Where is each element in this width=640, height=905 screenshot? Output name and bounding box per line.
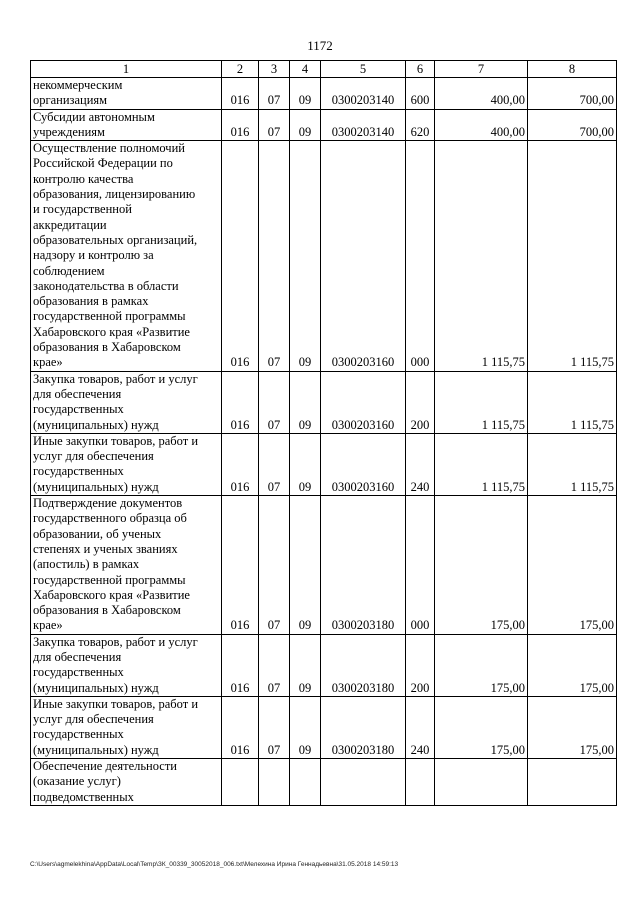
row-name-line: Субсидии автономным	[33, 109, 155, 124]
column-header: 6	[406, 61, 435, 78]
row-name-cell	[31, 109, 222, 141]
subsection-code-cell: 09	[290, 433, 321, 495]
expense-type-cell: 620	[406, 109, 435, 141]
expense-type-cell	[406, 759, 435, 806]
amount-cell: 1 115,75	[528, 371, 617, 433]
subsection-code-cell: 09	[290, 496, 321, 635]
row-name-line: Иные закупки товаров, работ и	[33, 696, 199, 711]
file-path-footer: C:\Users\agmelekhina\AppData\Local\Temp\ЗК_00339_30052018_006.txt\Мелехина Ирина Геннадьевна\31.05.2018 14:59:13	[30, 861, 399, 868]
amount-cell: 1 115,75	[435, 371, 528, 433]
row-name-line: образования в Хабаровском	[33, 340, 181, 355]
row-name-line: степенях и ученых званиях	[33, 541, 178, 556]
row-name-line: надзору и контролю за	[33, 248, 154, 263]
row-name-line: государственных	[33, 402, 124, 417]
ministry-code-cell	[222, 759, 259, 806]
row-name-line: Подтверждение документов	[33, 496, 183, 511]
row-name-cell	[31, 696, 222, 758]
expense-type-cell: 240	[406, 696, 435, 758]
row-name-line: (муниципальных) нужд	[33, 742, 159, 757]
section-code-cell: 07	[259, 78, 290, 110]
row-name-line: крае»	[33, 355, 63, 370]
row-name-line: Иные закупки товаров, работ и	[33, 433, 199, 448]
column-header: 1	[31, 61, 222, 78]
table-body	[31, 78, 617, 806]
row-name-line: образования, лицензированию	[33, 187, 196, 202]
ministry-code-cell: 016	[222, 433, 259, 495]
amount-cell: 400,00	[435, 109, 528, 141]
section-code-cell	[259, 759, 290, 806]
column-header: 4	[290, 61, 321, 78]
section-code-cell: 07	[259, 371, 290, 433]
row-name-line: (муниципальных) нужд	[33, 417, 159, 432]
column-header: 2	[222, 61, 259, 78]
section-code-cell: 07	[259, 141, 290, 371]
section-code-cell: 07	[259, 634, 290, 696]
row-name-line: (муниципальных) нужд	[33, 680, 159, 695]
row-name-cell	[31, 433, 222, 495]
row-name-line: организациям	[33, 93, 108, 108]
row-name-line: для обеспечения	[33, 649, 122, 664]
subsection-code-cell: 09	[290, 696, 321, 758]
subsection-code-cell: 09	[290, 141, 321, 371]
row-name-cell	[31, 759, 222, 806]
row-name-line: аккредитации	[33, 217, 107, 232]
section-code-cell: 07	[259, 696, 290, 758]
amount-cell	[528, 759, 617, 806]
row-name-line: Осуществление полномочий	[33, 141, 185, 156]
target-article-cell: 0300203140	[321, 109, 406, 141]
table-row	[31, 141, 617, 371]
target-article-cell: 0300203160	[321, 141, 406, 371]
ministry-code-cell: 016	[222, 634, 259, 696]
table-row	[31, 496, 617, 635]
row-name-line: образовании, об ученых	[33, 526, 162, 541]
row-name-line: Обеспечение деятельности	[33, 759, 178, 774]
row-name-line: крае»	[33, 618, 63, 633]
section-code-cell: 07	[259, 433, 290, 495]
row-name-line: образования в рамках	[33, 294, 149, 309]
table-row	[31, 433, 617, 495]
row-name-line: соблюдением	[33, 263, 105, 278]
target-article-cell: 0300203180	[321, 496, 406, 635]
row-name-line: законодательства в области	[33, 278, 179, 293]
amount-cell: 400,00	[435, 78, 528, 110]
amount-cell	[435, 759, 528, 806]
target-article-cell: 0300203160	[321, 433, 406, 495]
ministry-code-cell: 016	[222, 496, 259, 635]
amount-cell: 175,00	[528, 696, 617, 758]
target-article-cell	[321, 759, 406, 806]
row-name-line: государственного образца об	[33, 511, 187, 526]
amount-cell: 1 115,75	[435, 433, 528, 495]
expense-type-cell: 000	[406, 496, 435, 635]
subsection-code-cell: 09	[290, 109, 321, 141]
row-name-cell	[31, 78, 222, 110]
amount-cell: 700,00	[528, 109, 617, 141]
row-name-line: (апостиль) в рамках	[33, 557, 140, 572]
column-header: 8	[528, 61, 617, 78]
row-name-line: для обеспечения	[33, 386, 122, 401]
expense-type-cell: 600	[406, 78, 435, 110]
column-header: 5	[321, 61, 406, 78]
row-name-cell	[31, 141, 222, 371]
row-name-line: Российской Федерации по	[33, 156, 173, 171]
row-name-line: государственных	[33, 727, 124, 742]
section-code-cell: 07	[259, 496, 290, 635]
column-header: 7	[435, 61, 528, 78]
amount-cell: 175,00	[435, 496, 528, 635]
row-name-line: государственной программы	[33, 572, 186, 587]
row-name-line: и государственной	[33, 202, 132, 217]
subsection-code-cell: 09	[290, 78, 321, 110]
row-name-line: образовательных организаций,	[33, 232, 198, 247]
amount-cell: 175,00	[528, 496, 617, 635]
target-article-cell: 0300203140	[321, 78, 406, 110]
target-article-cell: 0300203160	[321, 371, 406, 433]
row-name-cell	[31, 496, 222, 635]
amount-cell: 175,00	[528, 634, 617, 696]
table-row	[31, 696, 617, 758]
row-name-line: некоммерческим	[33, 78, 123, 92]
row-name-line: Закупка товаров, работ и услуг	[33, 634, 198, 649]
ministry-code-cell: 016	[222, 696, 259, 758]
subsection-code-cell	[290, 759, 321, 806]
row-name-line: (оказание услуг)	[33, 774, 121, 789]
expense-type-cell: 200	[406, 371, 435, 433]
row-name-line: государственных	[33, 665, 124, 680]
subsection-code-cell: 09	[290, 371, 321, 433]
table-header-row	[31, 61, 617, 78]
target-article-cell: 0300203180	[321, 696, 406, 758]
table-row	[31, 634, 617, 696]
amount-cell: 1 115,75	[528, 141, 617, 371]
budget-table	[30, 60, 617, 806]
amount-cell: 1 115,75	[435, 141, 528, 371]
ministry-code-cell: 016	[222, 109, 259, 141]
expense-type-cell: 240	[406, 433, 435, 495]
page-number: 1172	[307, 38, 333, 53]
amount-cell: 700,00	[528, 78, 617, 110]
ministry-code-cell: 016	[222, 371, 259, 433]
row-name-line: Закупка товаров, работ и услуг	[33, 371, 198, 386]
table-row	[31, 109, 617, 141]
row-name-line: (муниципальных) нужд	[33, 479, 159, 494]
row-name-cell	[31, 634, 222, 696]
row-name-line: образования в Хабаровском	[33, 603, 181, 618]
row-name-line: учреждениям	[33, 124, 105, 139]
amount-cell: 175,00	[435, 634, 528, 696]
subsection-code-cell: 09	[290, 634, 321, 696]
target-article-cell: 0300203180	[321, 634, 406, 696]
table-row	[31, 78, 617, 110]
section-code-cell: 07	[259, 109, 290, 141]
row-name-line: Хабаровского края «Развитие	[33, 587, 190, 602]
column-header: 3	[259, 61, 290, 78]
ministry-code-cell: 016	[222, 78, 259, 110]
row-name-line: услуг для обеспечения	[33, 712, 154, 727]
row-name-cell	[31, 371, 222, 433]
row-name-line: подведомственных	[33, 789, 134, 804]
row-name-line: государственных	[33, 464, 124, 479]
row-name-line: Хабаровского края «Развитие	[33, 324, 190, 339]
ministry-code-cell: 016	[222, 141, 259, 371]
amount-cell: 175,00	[435, 696, 528, 758]
expense-type-cell: 200	[406, 634, 435, 696]
table-row	[31, 371, 617, 433]
table-row	[31, 759, 617, 806]
amount-cell: 1 115,75	[528, 433, 617, 495]
row-name-line: услуг для обеспечения	[33, 449, 154, 464]
row-name-line: государственной программы	[33, 309, 186, 324]
expense-type-cell: 000	[406, 141, 435, 371]
row-name-line: контролю качества	[33, 171, 134, 186]
